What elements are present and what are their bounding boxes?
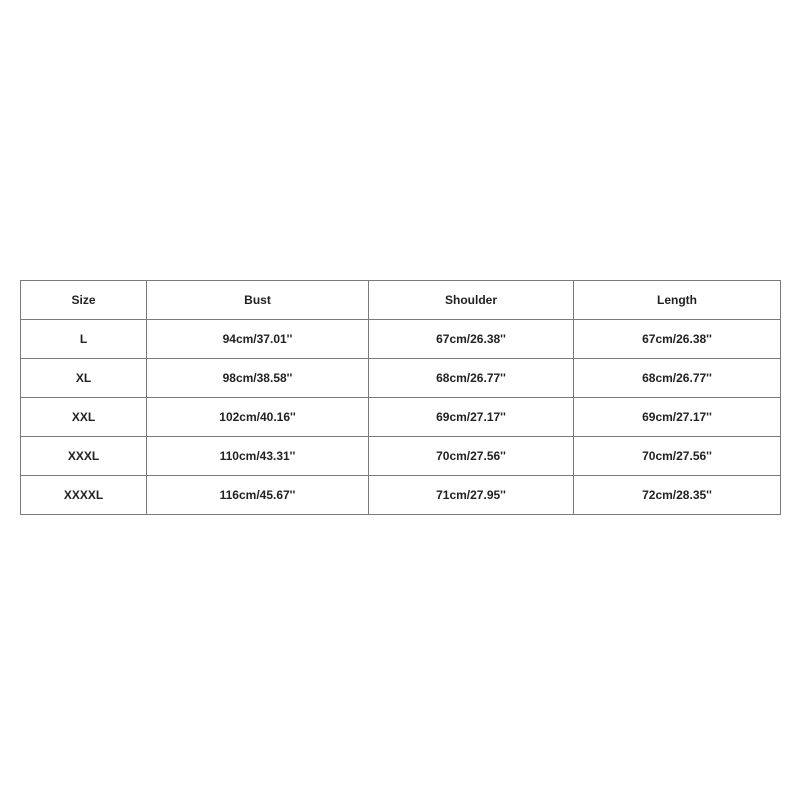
cell-bust: 94cm/37.01'' [147, 320, 369, 359]
cell-shoulder: 68cm/26.77'' [369, 359, 574, 398]
cell-shoulder: 70cm/27.56'' [369, 437, 574, 476]
table-row [21, 359, 781, 398]
cell-size: L [21, 320, 147, 359]
cell-bust: 116cm/45.67'' [147, 476, 369, 515]
cell-length: 70cm/27.56'' [574, 437, 781, 476]
table-row [21, 398, 781, 437]
header-shoulder: Shoulder [369, 281, 574, 320]
cell-size: XXXL [21, 437, 147, 476]
table-row [21, 320, 781, 359]
table-row [21, 476, 781, 515]
cell-size: XXL [21, 398, 147, 437]
cell-bust: 110cm/43.31'' [147, 437, 369, 476]
header-size: Size [21, 281, 147, 320]
cell-length: 72cm/28.35'' [574, 476, 781, 515]
cell-length: 68cm/26.77'' [574, 359, 781, 398]
cell-shoulder: 67cm/26.38'' [369, 320, 574, 359]
cell-length: 69cm/27.17'' [574, 398, 781, 437]
cell-shoulder: 71cm/27.95'' [369, 476, 574, 515]
cell-length: 67cm/26.38'' [574, 320, 781, 359]
cell-bust: 102cm/40.16'' [147, 398, 369, 437]
header-row [21, 281, 781, 320]
table-row [21, 437, 781, 476]
header-length: Length [574, 281, 781, 320]
cell-shoulder: 69cm/27.17'' [369, 398, 574, 437]
cell-size: XXXXL [21, 476, 147, 515]
size-chart-table [20, 280, 781, 515]
cell-size: XL [21, 359, 147, 398]
header-bust: Bust [147, 281, 369, 320]
cell-bust: 98cm/38.58'' [147, 359, 369, 398]
